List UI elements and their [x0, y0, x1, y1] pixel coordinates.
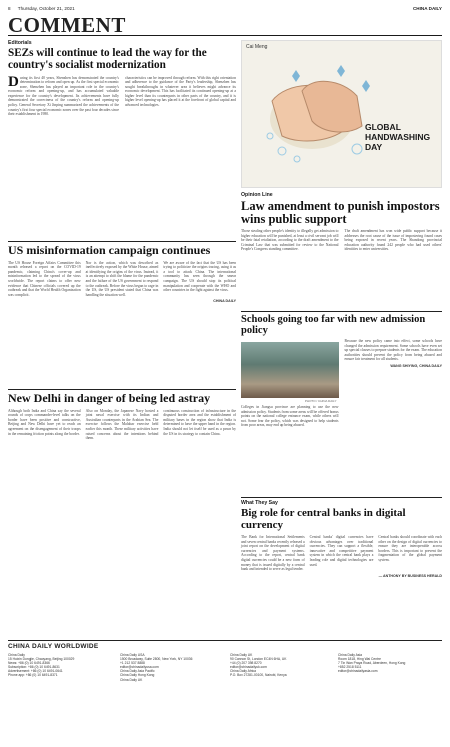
editorial-column-1 [8, 73, 119, 117]
us-headline: US misinformation campaign continues [8, 243, 211, 257]
editorials-label: Editorials [8, 40, 32, 46]
opinion-column-2: The draft amendment has won wide public support because it addresses the root cause of the issue of impostering found cases being exposed in recent years. The Shandong provincial education authority found 242 people who had used others' identities to enter universities. [344, 229, 442, 252]
bigrole-column-3: Central banks should coordinate with each other on the design of digital currencies to ensure they are interoperable across borders. This is important to prevent the fragmentation of the global payment system. [378, 535, 443, 563]
editorial-column-2: characteristics can be improved through reform. With this right orientation and adherence to the guidance of the Party's leadership, Shenzhen has sought breakthroughs in whatever area it believes might advance its economic development. This has facilitated its continued opening-up at a higher level than its counterparts in other parts of the country, and it is higher level opening-up has placed it at the forefront of global capital and advanced technologies. [125, 75, 236, 108]
opinion-column-1: Those stealing other people's identity to illegally get admission to higher education will be punished, at least a civil servant job will be their fatal retaliation, according to the draft amendment to the Criminal Law that was submitted for review to the National People's Congress standing committee. [241, 229, 339, 252]
footer-column-3: China Daily UK 90 Cannon St, London EC4N 6HA, UK +44 (0) 207 398 8270 editor@chinadailyuk.com China Daily Africa P.O. Box 27281-00100, Nairobi, Kenya [230, 653, 287, 678]
delhi-headline: New Delhi in danger of being led astray [8, 391, 211, 405]
handwashing-illustration [242, 41, 442, 188]
footer-column-2: China Daily USA 1500 Broadway, Suite 2800, New York, NY 10036 +1 212 537 8888 editor@chinadailyusa.com China Daily Asia Pacific China Daily Hong Kong China Daily UK [120, 653, 193, 682]
bigrole-column-1: The Bank for International Settlements and seven central banks recently released a joint report on the development of digital currencies and payment systems. According to the report, central bank digital currencies could be a new form of money that is issued digitally by a central bank and intended to serve as legal tender. [241, 535, 305, 572]
section-masthead [8, 14, 442, 36]
section-divider [241, 311, 442, 312]
delhi-column-3: continuous construction of infrastructure in the disputed border area and the establishment of military bases in the region show that India is determined to have the upper hand in the region. India should not let itself be used as a pawn by the US in its strategy to contain China. [163, 408, 237, 436]
opinion-line-section [241, 192, 442, 252]
drop-cap: D [8, 73, 19, 90]
us-column-3: We are aware of the fact that the US has been trying to politicize the origins tracing, using it as a tool to attack China. The international community has seen through the smear campaign. The US should stop its political manipulation and cooperate with the WHO and other countries in the fight against the virus. [163, 260, 237, 293]
footer-heading: CHINA DAILY WORLDWIDE [8, 643, 99, 650]
delhi-column-1: Although both India and China say the several rounds of corps commander-level talks on the border have been positive and constructive, Beijing and New Delhi have yet to reach an agreement on the disengagement of their troops in the remaining friction points along the border. [8, 408, 81, 436]
schools-column-1: Colleges in Jiangsu province are planning to use the new admission policy. Students from some areas will be offered bonus points on the national college entrance exam, while others will not. Some fear the policy, which was designed to help students from poor areas, may end up being abused. [241, 405, 339, 428]
editorial-cartoon [241, 40, 442, 188]
section-divider [8, 241, 236, 242]
editorials-section [8, 40, 236, 117]
bigrole-headline: Big role for central banks in digital currency [241, 507, 406, 531]
schools-photo [241, 342, 339, 404]
issue-date: Thursday, October 21, 2021 [17, 6, 75, 11]
editorial-headline: SEZs will continue to lead the way for the country's socialist modernization [8, 47, 207, 71]
cartoon-caption: GLOBAL HANDWASHING DAY [365, 122, 431, 152]
water-drop-icon [337, 65, 345, 77]
editorial-column-1-text: uring its first 40 years, Shenzhen has demonstrated the country's determination to reform and open up. As the first special economic zone, Shenzhen has played an important role in the country's economic reform and opening-up, and has accumulated valuable experience for the country's development. Its achievements have fully demonstrated the correctness of the country's reform and opening-up policy. General Secretary Xi Jinping summarized the achievements of the country's first four special economic zones over the past four decades since their establishment in 1980. [8, 75, 119, 117]
cartoon-artist: Cai Meng [246, 44, 268, 50]
worldwide-footer [8, 640, 442, 740]
schools-headline: Schools going too far with new admission policy [241, 314, 426, 337]
page-number: 8 [8, 6, 11, 11]
water-drop-icon [362, 80, 370, 92]
photo-credit: PHOTO / CHINA DAILY [304, 399, 337, 404]
brand-label: CHINA DAILY [412, 6, 442, 11]
section-title: COMMENT [8, 13, 126, 37]
us-column-2: Nor is the action, which was described as ineffectively exposed by the White House, aimed at identifying the origins of the virus. Instead, it is an attempt to shift the blame for the pandemic and the failure of the US government to respond to the outbreak. Before the virus began to rage in the US, the US president stated that China was handling the situation well. [85, 260, 159, 297]
us-signature: CHINA DAILY [213, 299, 236, 304]
footer-column-1: China Daily 15 Huixin Dongjie, Chaoyang, Beijing 100029 News: +86 (0) 10 6491-8366 Subscription: +86 (0) 10 6491-8631 Advertisement: +86 (0) 10 6491-0641 Phone app: +86 (0) 10 6491-8371 [8, 653, 75, 678]
section-divider [8, 389, 236, 390]
page-info [8, 6, 81, 11]
section-divider [241, 497, 442, 498]
new-delhi-section [8, 392, 236, 441]
footer-column-4: China Daily Asia Room 1818, Hing Wai Centre 7 Tin Wan Praya Road, Aberdeen, Hong Kong +852 2518 5111 editor@chinadailyasia.com [338, 653, 406, 674]
schools-section [241, 314, 442, 428]
bigrole-column-2: Central banks' digital currencies have obvious advantages over traditional currencies. They can support a flexible, innovative and competitive payment system in which the central bank plays a leading role and digital technologies are used. [309, 535, 374, 567]
water-drop-icon [292, 70, 300, 82]
delhi-column-2: Also on Monday, the Japanese Navy hosted a joint naval exercise with its Indian and Australian counterparts in the Arabian Sea. The exercise follows the Malabar exercise held earlier this month. These military activities have raised concerns about the intentions behind them. [85, 408, 159, 441]
top-bar [8, 4, 442, 13]
what-they-say-label: What They Say [241, 500, 278, 506]
schools-signature: WANG SHIYING, CHINA DAILY [390, 364, 442, 368]
bigrole-signature: — ANTHONY BY BUSINESS HERALD [378, 573, 442, 578]
what-they-say-section [241, 500, 442, 578]
us-misinformation-section [8, 244, 236, 303]
opinion-headline: Law amendment to punish impostors wins public support [241, 199, 440, 226]
opinion-label: Opinion Line [241, 192, 273, 198]
schools-column-2: Because the new policy came into effect, some schools have changed the admission requirement. Some schools have even set up special classes to prepare students for the exam. The education authorities should prevent the policy from being abused and ensure fair treatment for all students. [344, 339, 442, 362]
us-column-1: The US House Foreign Affairs Committee this month released a report on the COVID-19 pandemic, claiming China's cover-up and misinformation led to the spread of the virus worldwide. The report claims to offer new evidence that Chinese officials covered up the outbreak and that the World Health Organization was complicit. [8, 260, 81, 297]
